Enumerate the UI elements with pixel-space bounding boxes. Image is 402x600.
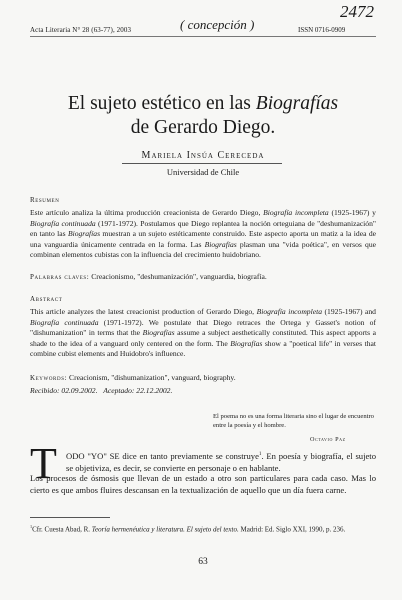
- author-name: Mariela Insúa Cereceda: [141, 150, 265, 161]
- keywords: [30, 373, 376, 382]
- title-line2: de Gerardo Diego.: [130, 117, 276, 138]
- epigraph-text: El poema no es una forma literaria sino el lugar de encuentro entre la poesía y el hombre.: [213, 413, 374, 429]
- title-line1-italic: Biografías: [255, 93, 339, 114]
- abstract-label: Abstract: [30, 295, 63, 303]
- received-date: Recibido: 02.09.2002.: [30, 386, 98, 395]
- author-rule: [122, 163, 282, 164]
- handwritten-note: ( concepción ): [180, 17, 255, 32]
- resumen-text: Este artículo analiza la última producción creacionista de Gerardo Diego, Biografía incompleta (1925-1967) y Biografía continuada (1971-1972). Postulamos que Diego replantea la noción orteguiana de "deshumanización" en tanto las Biografías muestran a un sujeto estéticamente construido. Este aspecto aporta un matiz a la idea de una vanguardia únicamente centrada en la forma. Las Biografías plasman una "vida poética", en versos que combinan elementos cubistas con la influencia del crecimiento huidobriano.: [30, 208, 376, 260]
- accepted-date: Aceptado: 22.12.2002.: [103, 386, 173, 395]
- issn-header: ISSN 0716-0909: [298, 26, 346, 34]
- body-first-lines: ODO "YO" SE dice en tanto previamente se construye$^1$. En poesía y biografía, el sujeto se objetiviza, es decir, se convierte en personaje o en hablante.: [66, 450, 376, 473]
- page-number: 63: [198, 557, 208, 567]
- epigraph-author: Octavio Paz: [310, 436, 346, 443]
- handwritten-page-mark: 2472: [340, 2, 374, 21]
- body-rest: Los procesos de ósmosis que llevan de un estado a otro son particulares para cada caso. Mas lo cierto es que ambos fluires descansan en la textualización de aquello que un día fuera carne.: [30, 473, 376, 495]
- author-affiliation: Universidad de Chile: [166, 167, 240, 177]
- keywords-label: Keywords:: [30, 374, 68, 382]
- header-rule: [30, 36, 376, 37]
- keywords-text: Creacionism, "dishumanization", vanguard, biography.: [67, 373, 236, 382]
- palabras-claves-label: Palabras claves:: [30, 273, 90, 281]
- footnote-rule: [30, 517, 110, 518]
- drop-cap: T: [30, 439, 57, 488]
- palabras-claves-text: Creacionismo, "deshumanización", vanguardia, biografía.: [89, 272, 267, 281]
- resumen-label: Resumen: [30, 196, 60, 204]
- journal-header: Acta Literaria N° 28 (63-77), 2003: [30, 26, 132, 34]
- footnote: $^1$Cfr. Cuesta Abad, R. Teoría hermenéutica y literatura. El sujeto del texto. Madrid: Ed. Siglo XXI, 1990, p. 236.: [30, 524, 346, 534]
- article-title: [30, 92, 376, 140]
- dates: [30, 386, 172, 395]
- palabras-claves: [30, 272, 376, 281]
- title-line1: El sujeto estético en las: [67, 93, 256, 114]
- abstract-text: This article analyzes the latest creacionist production of Gerardo Diego, Biografía incompleta (1925-1967) and Biografía continuada (1971-1972). We postulate that Diego retraces the Ortega y Gasset's notion of "dishumanization" in terms that the Biografías assume a subject aesthetically constituted. This aspect apports a shade to the idea of a vanguard only centered on the form. The Biografías show a "poetical life" in verses that combine cubist elements and Huidobro's influence.: [30, 307, 377, 359]
